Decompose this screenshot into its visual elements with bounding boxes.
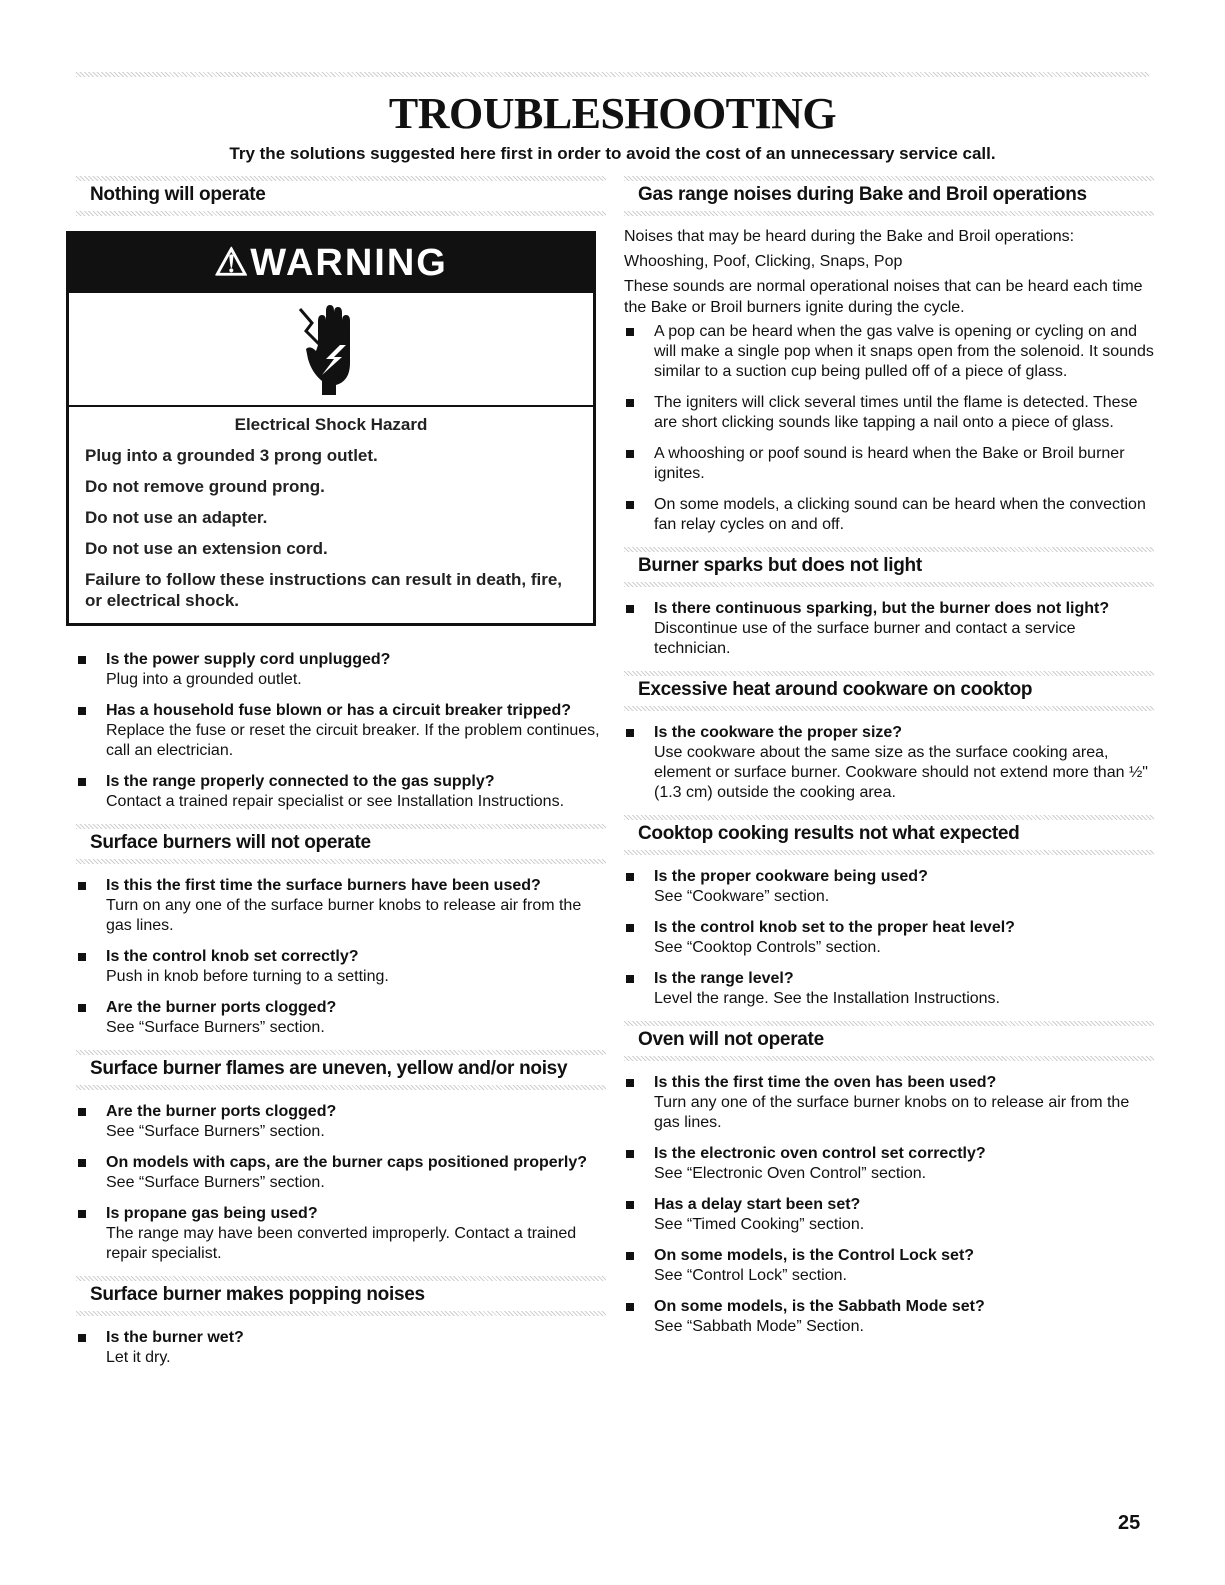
answer: See “Surface Burners” section. bbox=[106, 1174, 325, 1191]
top-rule bbox=[76, 72, 1149, 77]
section-surface-burners bbox=[76, 824, 606, 1038]
answer: See “Control Lock” section. bbox=[654, 1267, 847, 1284]
list-item: The igniters will click several times until the flame is detected. These are short clicking sounds like tapping a nail onto a piece of glass. bbox=[624, 393, 1154, 433]
answer: Let it dry. bbox=[106, 1349, 171, 1366]
question: Is this the first time the surface burners have been used? bbox=[106, 877, 541, 894]
question: Is the proper cookware being used? bbox=[654, 868, 928, 885]
answer: The range may have been converted improperly. Contact a trained repair specialist. bbox=[106, 1225, 577, 1262]
list-item bbox=[76, 1102, 606, 1142]
page-number: 25 bbox=[1118, 1512, 1141, 1534]
answer: Contact a trained repair specialist or see Installation Instructions. bbox=[106, 793, 565, 810]
answer: Discontinue use of the surface burner and contact a service technician. bbox=[654, 620, 1076, 657]
warning-heading: ⚠WARNING bbox=[69, 234, 593, 293]
answer: Turn on any one of the surface burner knobs to release air from the gas lines. bbox=[106, 897, 582, 934]
question: Is propane gas being used? bbox=[106, 1205, 318, 1222]
question: Is the electronic oven control set correctly? bbox=[654, 1145, 986, 1162]
question: Is the power supply cord unplugged? bbox=[106, 651, 391, 668]
answer: See “Sabbath Mode” Section. bbox=[654, 1318, 864, 1335]
section-oven-will-not-operate bbox=[624, 1021, 1154, 1337]
question: Is the range level? bbox=[654, 970, 794, 987]
question-list bbox=[624, 1073, 1154, 1337]
paragraph: Whooshing, Poof, Clicking, Snaps, Pop bbox=[624, 253, 903, 270]
list-item: On some models, a clicking sound can be heard when the convection fan relay cycles on and off. bbox=[624, 495, 1154, 535]
question: Are the burner ports clogged? bbox=[106, 999, 337, 1016]
question-list bbox=[76, 1328, 606, 1368]
list-item bbox=[624, 1246, 1154, 1286]
answer: Plug into a grounded outlet. bbox=[106, 671, 302, 688]
question-list bbox=[76, 650, 606, 812]
section-range-noises bbox=[624, 176, 1154, 535]
answer: Turn any one of the surface burner knobs on to release air from the gas lines. bbox=[654, 1094, 1130, 1131]
question-list bbox=[76, 876, 606, 1038]
answer: Replace the fuse or reset the circuit breaker. If the problem continues, call an electrician. bbox=[106, 722, 600, 759]
question: Is this the first time the oven has been used? bbox=[654, 1074, 997, 1091]
list-item bbox=[624, 969, 1154, 1009]
section-excessive-heat bbox=[624, 671, 1154, 803]
question-list bbox=[624, 723, 1154, 803]
question: Is there continuous sparking, but the burner does not light? bbox=[654, 600, 1110, 617]
warning-line: Do not remove ground prong. bbox=[85, 477, 325, 496]
question: Is the control knob set to the proper heat level? bbox=[654, 919, 1015, 936]
section-heading: Burner sparks but does not light bbox=[624, 547, 1154, 587]
question: Has a delay start been set? bbox=[654, 1196, 861, 1213]
warning-box bbox=[66, 231, 596, 626]
page-title: TROUBLESHOOTING bbox=[388, 89, 837, 138]
answer: See “Cooktop Controls” section. bbox=[654, 939, 881, 956]
list-item bbox=[76, 1153, 606, 1193]
list-item bbox=[624, 1297, 1154, 1337]
answer: Level the range. See the Installation Instructions. bbox=[654, 990, 1000, 1007]
left-column bbox=[76, 176, 606, 1380]
section-heading: Surface burner flames are uneven, yellow and/or noisy bbox=[76, 1050, 606, 1090]
list-item bbox=[624, 1144, 1154, 1184]
list-item bbox=[624, 918, 1154, 958]
answer: See “Cookware” section. bbox=[654, 888, 830, 905]
section-burner-flames bbox=[76, 1050, 606, 1264]
warning-line: Plug into a grounded 3 prong outlet. bbox=[85, 446, 378, 465]
list-item bbox=[76, 947, 606, 987]
section-heading: Cooktop cooking results not what expected bbox=[624, 815, 1154, 855]
warning-line: Do not use an extension cord. bbox=[85, 539, 328, 558]
question-list bbox=[624, 867, 1154, 1009]
question: Is the control knob set correctly? bbox=[106, 948, 359, 965]
list-item: A pop can be heard when the gas valve is opening or cycling on and will make a single pop when it snaps open from the solenoid. It sounds similar to a suction cup being pulled off of a piece of glass. bbox=[624, 322, 1154, 382]
warning-line: Do not use an adapter. bbox=[85, 508, 268, 527]
list-item bbox=[624, 1073, 1154, 1133]
section-heading: Gas range noises during Bake and Broil operations bbox=[624, 176, 1154, 216]
right-column bbox=[624, 176, 1154, 1349]
question: Is the burner wet? bbox=[106, 1329, 244, 1346]
section-heading: Oven will not operate bbox=[624, 1021, 1154, 1061]
question-list bbox=[624, 599, 1154, 659]
answer: See “Surface Burners” section. bbox=[106, 1123, 325, 1140]
list-item: A whooshing or poof sound is heard when the Bake or Broil burner ignites. bbox=[624, 444, 1154, 484]
list-item bbox=[624, 599, 1154, 659]
question: Is the range properly connected to the gas supply? bbox=[106, 773, 495, 790]
list-item bbox=[76, 650, 606, 690]
answer: See “Electronic Oven Control” section. bbox=[654, 1165, 927, 1182]
list-item bbox=[76, 701, 606, 761]
answer: Use cookware about the same size as the surface cooking area, element or surface burner. Cookware should not extend more than ½" (1.3 cm) outside the cooking area. bbox=[654, 744, 1148, 801]
warning-line: Failure to follow these instructions can result in death, fire, or electrical shock. bbox=[85, 570, 563, 610]
section-heading: Nothing will operate bbox=[76, 176, 606, 216]
section-heading: Excessive heat around cookware on cooktop bbox=[624, 671, 1154, 711]
question: Has a household fuse blown or has a circuit breaker tripped? bbox=[106, 702, 571, 719]
list-item bbox=[76, 876, 606, 936]
list-item bbox=[76, 1204, 606, 1264]
page-subtitle: Try the solutions suggested here first in order to avoid the cost of an unnecessary service call. bbox=[229, 144, 996, 163]
list-item bbox=[624, 1195, 1154, 1235]
paragraph: These sounds are normal operational noises that can be heard each time the Bake or Broil burners ignite during the cycle. bbox=[624, 278, 1143, 316]
answer: See “Timed Cooking” section. bbox=[654, 1216, 865, 1233]
section-burner-sparks bbox=[624, 547, 1154, 659]
section-nothing-will-operate bbox=[76, 176, 606, 812]
section-heading: Surface burner makes popping noises bbox=[76, 1276, 606, 1316]
section-popping-noises bbox=[76, 1276, 606, 1368]
bullet-list bbox=[624, 322, 1154, 535]
electric-shock-icon bbox=[69, 293, 593, 407]
list-item bbox=[624, 867, 1154, 907]
paragraph: Noises that may be heard during the Bake and Broil operations: bbox=[624, 228, 1075, 245]
list-item bbox=[76, 998, 606, 1038]
hazard-title: Electrical Shock Hazard bbox=[234, 415, 428, 434]
answer: Push in knob before turning to a setting. bbox=[106, 968, 389, 985]
question: On models with caps, are the burner caps positioned properly? bbox=[106, 1154, 587, 1171]
list-item bbox=[624, 723, 1154, 803]
question: Is the cookware the proper size? bbox=[654, 724, 903, 741]
question: On some models, is the Control Lock set? bbox=[654, 1247, 975, 1264]
warning-body bbox=[69, 407, 593, 623]
answer: See “Surface Burners” section. bbox=[106, 1019, 325, 1036]
question: Are the burner ports clogged? bbox=[106, 1103, 337, 1120]
question-list bbox=[76, 1102, 606, 1264]
section-heading: Surface burners will not operate bbox=[76, 824, 606, 864]
question: On some models, is the Sabbath Mode set? bbox=[654, 1298, 985, 1315]
section-cooking-results bbox=[624, 815, 1154, 1009]
list-item bbox=[76, 772, 606, 812]
list-item bbox=[76, 1328, 606, 1368]
